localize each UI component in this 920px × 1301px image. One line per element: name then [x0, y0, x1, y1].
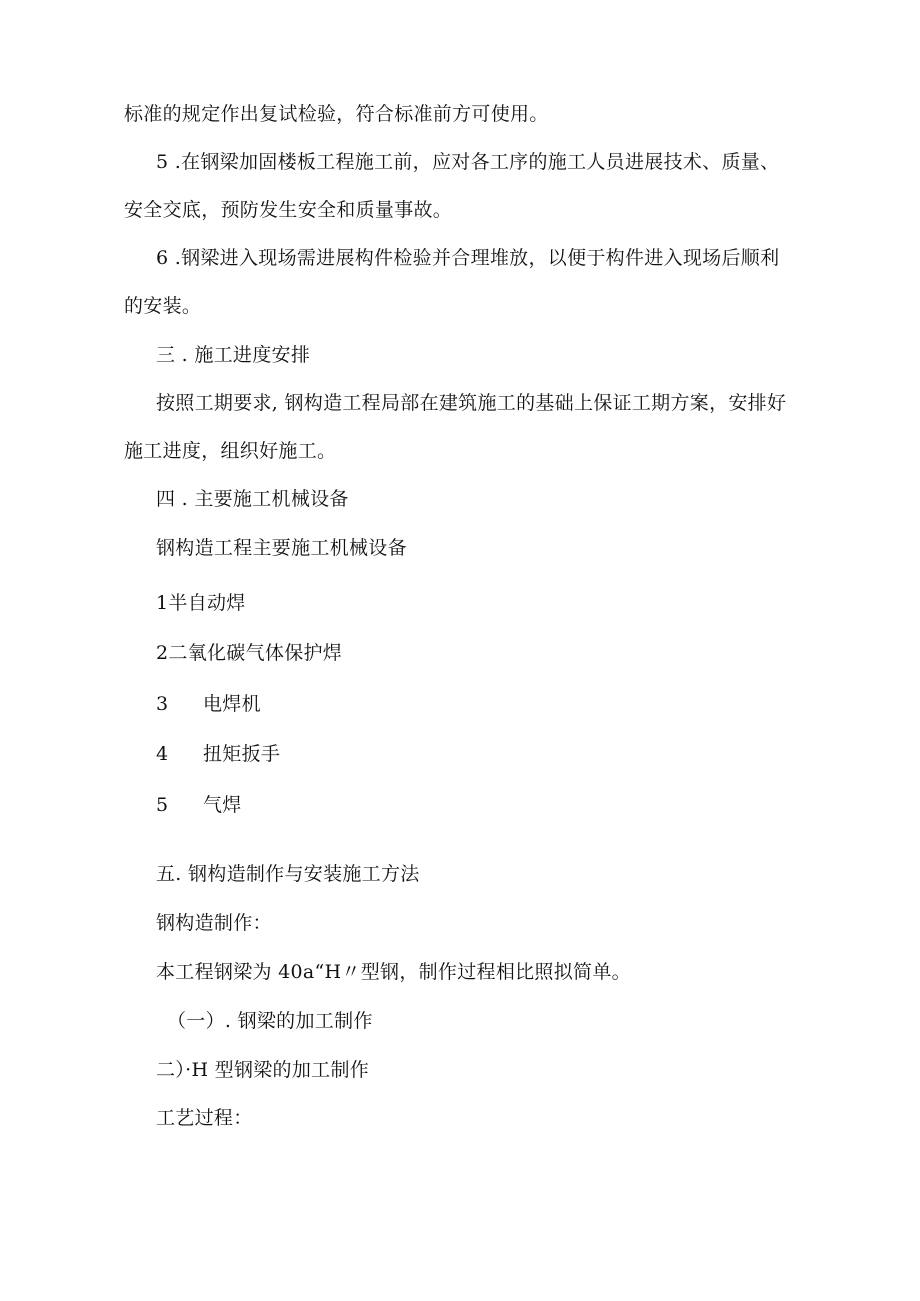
list-item-6-line-1: 6 .钢梁进入现场需进展构件检验并合理堆放，以便于构件进入现场后顺利 — [156, 247, 780, 269]
fabrication-body: 本工程钢梁为 40a“H〃型钢，制作过程相比照拟简单。 — [156, 961, 631, 983]
equipment-item — [156, 692, 261, 716]
process-label: 工艺过程： — [156, 1107, 253, 1129]
subsection-1-heading: （一）. 钢梁的加工制作 — [167, 1010, 373, 1032]
section-4-heading: 四 . 主要施工机械设备 — [156, 488, 349, 510]
list-item-6-line-2: 的安装。 — [124, 295, 202, 317]
equipment-name: 半自动焊 — [168, 592, 246, 614]
equipment-number: 5 — [156, 794, 169, 816]
equipment-number: 3 — [156, 693, 169, 715]
equipment-number: 1 — [156, 592, 169, 614]
equipment-item — [156, 793, 242, 817]
list-item-5-line-2: 安全交底，预防发生安全和质量事故。 — [124, 199, 453, 221]
equipment-name: 二氧化碳气体保护焊 — [168, 642, 343, 664]
subsection-2-heading: 二）·H 型钢梁的加工制作 — [156, 1059, 370, 1081]
equipment-name: 气焊 — [203, 794, 242, 816]
fabrication-label: 钢构造制作： — [156, 912, 272, 934]
section-3-body-line-1: 按照工期要求, 钢构造工程局部在建筑施工的基础上保证工期方案，安排好 — [156, 392, 787, 414]
section-3-body-line-2: 施工进度，组织好施工。 — [124, 440, 337, 462]
equipment-item — [156, 591, 246, 615]
equipment-number: 4 — [156, 743, 169, 765]
section-3-heading: 三 . 施工进度安排 — [156, 344, 311, 366]
section-5-heading: 五. 钢构造制作与安装施工方法 — [156, 863, 420, 885]
equipment-item — [156, 641, 342, 665]
equipment-name: 电焊机 — [203, 693, 261, 715]
equipment-item — [156, 742, 280, 766]
list-item-5-line-1: 5 .在钢梁加固楼板工程施工前，应对各工序的施工人员进展技术、质量、 — [156, 151, 780, 173]
section-4-intro: 钢构造工程主要施工机械设备 — [156, 537, 407, 559]
paragraph-line: 标准的规定作出复试检验，符合标准前方可使用。 — [124, 103, 549, 125]
equipment-name: 扭矩扳手 — [203, 743, 281, 765]
equipment-number: 2 — [156, 642, 169, 664]
